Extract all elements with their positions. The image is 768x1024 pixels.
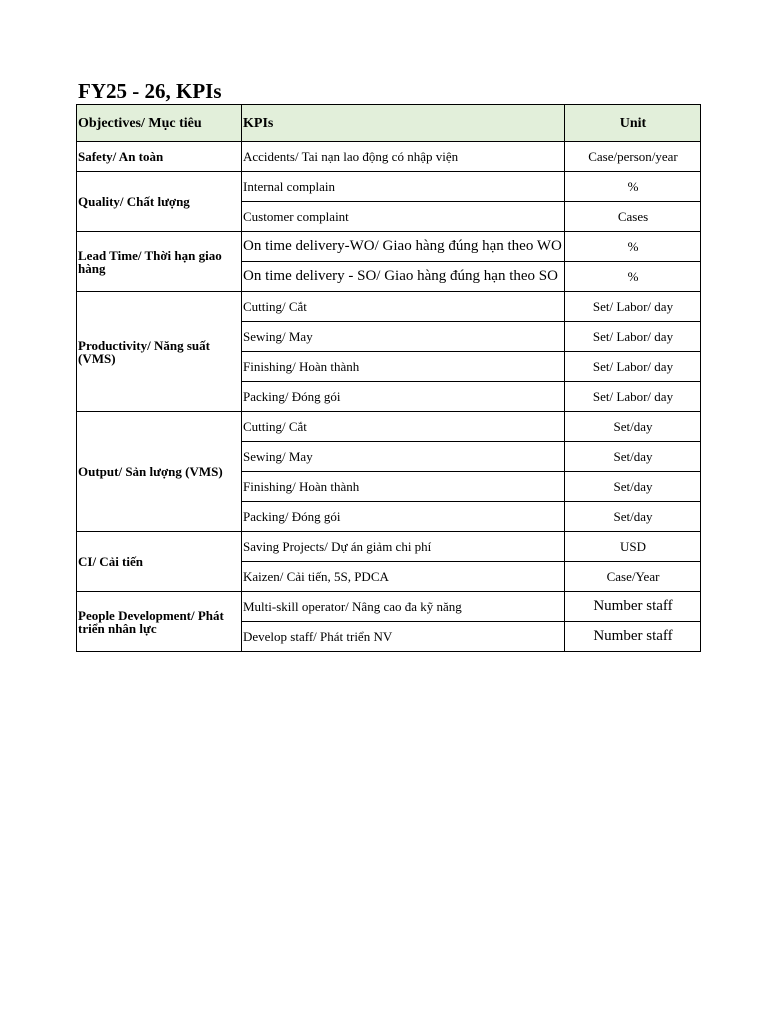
kpi-cell: Sewing/ May [242,442,565,472]
table-row [77,232,701,262]
unit-cell: Number staff [565,622,701,652]
column-header-unit: Unit [565,105,701,142]
column-header-objectives: Objectives/ Mục tiêu [77,105,242,142]
kpi-cell: On time delivery-WO/ Giao hàng đúng hạn theo WO [242,232,565,262]
table-row [77,412,701,442]
unit-cell: % [565,232,701,262]
objective-cell: Productivity/ Năng suất (VMS) [77,292,242,412]
kpi-cell: Internal complain [242,172,565,202]
objective-cell: Output/ Sản lượng (VMS) [77,412,242,532]
objective-cell: CI/ Cải tiến [77,532,242,592]
unit-cell: Case/person/year [565,142,701,172]
objective-cell: Safety/ An toàn [77,142,242,172]
unit-cell: Set/day [565,442,701,472]
unit-cell: Set/ Labor/ day [565,352,701,382]
table-row [77,142,701,172]
unit-cell: Cases [565,202,701,232]
unit-cell: Case/Year [565,562,701,592]
unit-cell: Set/day [565,502,701,532]
kpi-cell: Customer complaint [242,202,565,232]
kpi-cell: Packing/ Đóng gói [242,382,565,412]
kpi-cell: Saving Projects/ Dự án giảm chi phí [242,532,565,562]
unit-cell: Number staff [565,592,701,622]
kpi-cell: Finishing/ Hoàn thành [242,352,565,382]
kpi-cell: Accidents/ Tai nạn lao động có nhập viện [242,142,565,172]
kpi-cell: Packing/ Đóng gói [242,502,565,532]
table-row [77,532,701,562]
kpi-cell: Kaizen/ Cải tiến, 5S, PDCA [242,562,565,592]
table-header-row [77,105,701,142]
kpi-cell: Finishing/ Hoàn thành [242,472,565,502]
unit-cell: Set/day [565,412,701,442]
unit-cell: Set/ Labor/ day [565,322,701,352]
unit-cell: Set/day [565,472,701,502]
kpi-cell: Sewing/ May [242,322,565,352]
page-title: FY25 - 26, KPIs [78,79,222,103]
objective-cell: People Development/ Phát triển nhân lực [77,592,242,652]
table-row [77,292,701,322]
kpi-cell: Develop staff/ Phát triển NV [242,622,565,652]
kpi-cell: On time delivery - SO/ Giao hàng đúng hạn theo SO [242,262,565,292]
table-row [77,172,701,202]
unit-cell: Set/ Labor/ day [565,382,701,412]
unit-cell: % [565,262,701,292]
table-row [77,592,701,622]
unit-cell: Set/ Labor/ day [565,292,701,322]
objective-cell: Quality/ Chất lượng [77,172,242,232]
kpi-cell: Cutting/ Cắt [242,412,565,442]
unit-cell: USD [565,532,701,562]
objective-cell: Lead Time/ Thời hạn giao hàng [77,232,242,292]
column-header-kpis: KPIs [242,105,565,142]
unit-cell: % [565,172,701,202]
kpi-cell: Cutting/ Cắt [242,292,565,322]
kpi-cell: Multi-skill operator/ Nâng cao đa kỹ năng [242,592,565,622]
kpi-table [76,104,701,652]
